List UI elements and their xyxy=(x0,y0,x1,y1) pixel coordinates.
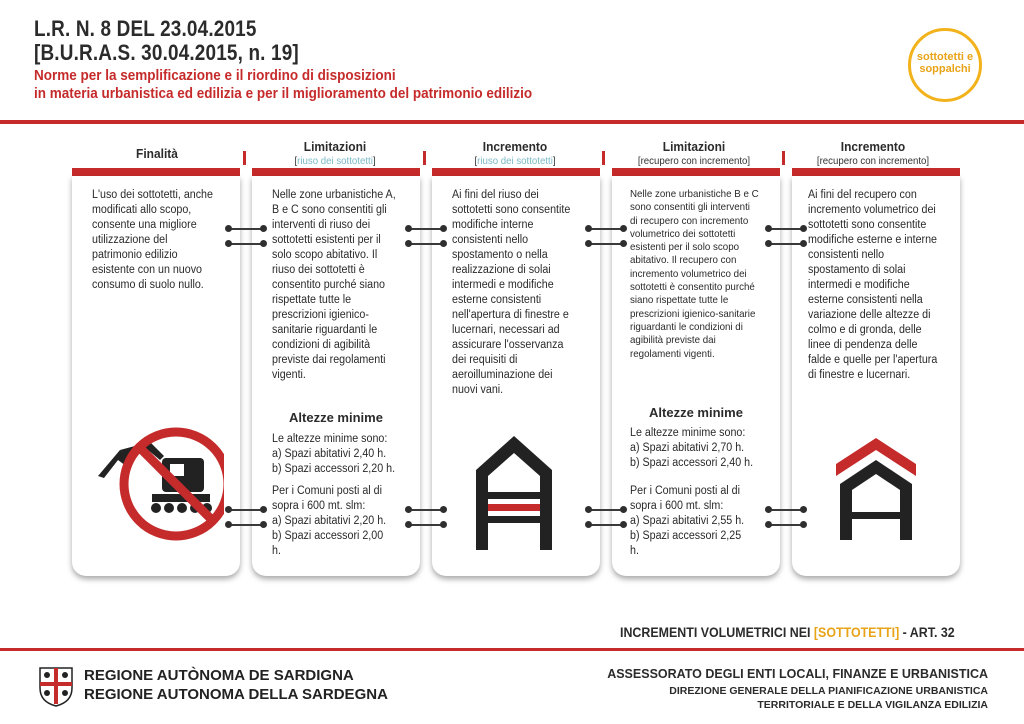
org-name-italian: REGIONE AUTONOMA DELLA SARDEGNA xyxy=(84,686,388,703)
connector-dot xyxy=(440,521,447,528)
connector-dot xyxy=(765,506,772,513)
assessorato-name: ASSESSORATO DEGLI ENTI LOCALI, FINANZE E URBANISTICA xyxy=(607,667,988,681)
connector-dot xyxy=(225,225,232,232)
footer-title-text: - ART. 32 xyxy=(899,625,955,640)
header-divider xyxy=(0,120,1024,124)
header-separator xyxy=(243,151,246,165)
connector-line xyxy=(588,228,624,230)
direzione-line-1: DIREZIONE GENERALE DELLA PIANIFICAZIONE URBANISTICA xyxy=(669,685,988,697)
column-bar xyxy=(612,168,780,176)
column-bar xyxy=(252,168,420,176)
connector-line xyxy=(228,509,264,511)
column-subtitle: [recupero con incremento] xyxy=(637,155,751,167)
section-title: Altezze minime xyxy=(649,405,743,420)
connector-line xyxy=(408,243,444,245)
column-bar xyxy=(432,168,600,176)
column-header-finalita xyxy=(79,147,235,161)
heights-block xyxy=(630,426,760,471)
header-separator xyxy=(423,151,426,165)
column-title: Limitazioni xyxy=(662,139,726,154)
connector-dot xyxy=(585,240,592,247)
connector-dot xyxy=(440,506,447,513)
panel-incremento-riuso xyxy=(432,176,600,576)
connector-dot xyxy=(800,225,807,232)
direzione-line-2: TERRITORIALE E DELLA VIGILANZA EDILIZIA xyxy=(757,699,988,711)
comuni-block xyxy=(272,484,393,559)
heights-item: b) Spazi accessori 2,20 h. xyxy=(272,463,396,475)
connector-dot xyxy=(225,240,232,247)
column-bar xyxy=(72,168,240,176)
connector-dot xyxy=(585,506,592,513)
connector-dot xyxy=(260,506,267,513)
column-header-limitazioni-recupero xyxy=(616,140,772,168)
comuni-item: b) Spazi accessori 2,25 h. xyxy=(630,530,742,557)
connector-line xyxy=(228,524,264,526)
column-header-incremento-recupero xyxy=(795,140,951,168)
heights-item: a) Spazi abitativi 2,70 h. xyxy=(630,442,745,454)
panel-body-text: Ai fini del recupero con incremento volumetrico dei sottotetti sono consentite modifiche esterne e interne consistenti nello spostamento di solai intermedi e modifiche esterne consistenti nella variazione delle altezze di colmo e di gronda, delle linee di pendenza delle falde e quelle per l'apertura di finestre e lucernari. xyxy=(808,189,938,381)
bracket: ] xyxy=(552,155,556,167)
connector-dot xyxy=(225,521,232,528)
connector-dot xyxy=(225,506,232,513)
connector-line xyxy=(588,524,624,526)
connector-dot xyxy=(620,521,627,528)
footer-title-highlight: SOTTOTETTI xyxy=(818,625,896,640)
connector-dot xyxy=(800,506,807,513)
footer-title-text: INCREMENTI VOLUMETRICI NEI xyxy=(620,625,814,640)
sardinia-coat-of-arms-icon xyxy=(36,664,76,708)
connector-line xyxy=(408,524,444,526)
connector-dot xyxy=(765,240,772,247)
connector-dot xyxy=(260,225,267,232)
header-separator xyxy=(782,151,785,165)
connector-line xyxy=(768,228,804,230)
header-separator xyxy=(602,151,605,165)
comuni-intro: Per i Comuni posti al di sopra i 600 mt. slm: xyxy=(272,485,382,512)
comuni-block xyxy=(630,484,753,559)
connector-line xyxy=(228,243,264,245)
heights-intro: Le altezze minime sono: xyxy=(272,433,388,445)
connector-line xyxy=(588,509,624,511)
connector-dot xyxy=(405,506,412,513)
connector-line xyxy=(408,509,444,511)
connector-dot xyxy=(620,506,627,513)
heights-intro: Le altezze minime sono: xyxy=(630,427,746,439)
sottotetti-logo xyxy=(908,28,982,102)
connector-line xyxy=(768,243,804,245)
footer-section-title xyxy=(620,625,955,640)
comuni-intro: Per i Comuni posti al di sopra i 600 mt. slm: xyxy=(630,485,740,512)
panel-incremento-recupero xyxy=(792,176,960,576)
connector-dot xyxy=(800,240,807,247)
org-name-sardinian: REGIONE AUTÒNOMA DE SARDIGNA xyxy=(84,667,354,684)
connector-dot xyxy=(405,521,412,528)
panel-body-text: Nelle zone urbanistiche A, B e C sono consentiti gli interventi di riuso dei sottotetti esistenti per il solo scopo abitativo. Il riuso dei sottotetti è consentito purché siano rispettate tutte le prescrizioni igienico-sanitarie riguardanti le condizioni di agibilità previste dai regolamenti vigenti. xyxy=(272,189,396,381)
bracket: [ xyxy=(813,625,819,640)
page-title-line-2: [B.U.R.A.S. 30.04.2015, n. 19] xyxy=(34,40,299,65)
connector-dot xyxy=(765,225,772,232)
panel-body-text: Ai fini del riuso dei sottotetti sono consentite modifiche interne consistenti nello spostamento o nella realizzazione di solai intermedi e modifiche esterne consistenti nell'apertura di finestre e lucernari, necessari ad assicurare l'osservanza dei requisiti di aeroilluminazione dei nuovi vani. xyxy=(452,189,571,396)
connector-dot xyxy=(765,521,772,528)
page-subtitle-line-2: in materia urbanistica ed edilizia e per il miglioramento del patrimonio edilizio xyxy=(34,85,533,102)
column-subtitle: riuso dei sottotetti xyxy=(477,155,553,167)
bracket: [ xyxy=(474,155,478,167)
connector-dot xyxy=(620,225,627,232)
house-raised-roof-icon xyxy=(834,436,918,540)
logo-line-2: soppalchi xyxy=(919,63,971,75)
connector-dot xyxy=(260,240,267,247)
connector-dot xyxy=(405,225,412,232)
connector-line xyxy=(228,228,264,230)
panel-limitazioni-riuso xyxy=(252,176,420,576)
column-subtitle: riuso dei sottotetti xyxy=(297,155,373,167)
footer-divider xyxy=(0,648,1024,651)
connector-dot xyxy=(585,521,592,528)
connector-dot xyxy=(260,521,267,528)
column-title: Incremento xyxy=(482,139,548,154)
connector-line xyxy=(588,243,624,245)
column-title: Finalità xyxy=(136,146,178,161)
connector-line xyxy=(408,228,444,230)
connector-dot xyxy=(800,521,807,528)
column-subtitle: [recupero con incremento] xyxy=(816,155,930,167)
comuni-item: b) Spazi accessori 2,00 h. xyxy=(272,530,384,557)
bracket: ] xyxy=(372,155,376,167)
connector-dot xyxy=(585,225,592,232)
panel-body-text: L'uso dei sottotetti, anche modificati allo scopo, consente una migliore utilizzazione del patrimonio edilizio esistente con un nuovo consumo di suolo nullo. xyxy=(92,189,213,291)
column-header-limitazioni-riuso xyxy=(257,140,413,168)
connector-dot xyxy=(440,225,447,232)
connector-dot xyxy=(405,240,412,247)
connector-line xyxy=(768,509,804,511)
heights-item: a) Spazi abitativi 2,40 h. xyxy=(272,448,387,460)
page-title-line-1: L.R. N. 8 DEL 23.04.2015 xyxy=(34,16,257,41)
section-title: Altezze minime xyxy=(289,410,383,425)
column-header-incremento-riuso xyxy=(437,140,593,168)
column-title: Incremento xyxy=(840,139,906,154)
bracket: ] xyxy=(895,625,900,640)
connector-dot xyxy=(440,240,447,247)
connector-line xyxy=(768,524,804,526)
heights-block xyxy=(272,432,402,477)
bracket: [ xyxy=(294,155,298,167)
column-title: Limitazioni xyxy=(303,139,367,154)
logo-line-1: sottotetti e xyxy=(916,51,974,63)
panel-body-text: Nelle zone urbanistiche B e C sono consentiti gli interventi di recupero con incremento volumetrico dei sottotetti esistenti per il solo scopo abitativo. Il recupero con incremento volumetrico dei sottotetti è consentito purché siano rispettate tutte le prescrizioni igienico-sanitarie riguardanti le condizioni di agibilità previste dai regolamenti vigenti. xyxy=(630,188,759,360)
heights-item: b) Spazi accessori 2,40 h. xyxy=(630,457,754,469)
column-bar xyxy=(792,168,960,176)
house-attic-icon xyxy=(472,432,556,550)
comuni-item: a) Spazi abitativi 2,55 h. xyxy=(630,515,745,527)
panel-finalita xyxy=(72,176,240,576)
page-subtitle-line-1: Norme per la semplificazione e il riordino di disposizioni xyxy=(34,67,396,84)
no-excavator-icon xyxy=(90,412,224,542)
connector-dot xyxy=(620,240,627,247)
panel-limitazioni-recupero xyxy=(612,176,780,576)
comuni-item: a) Spazi abitativi 2,20 h. xyxy=(272,515,387,527)
